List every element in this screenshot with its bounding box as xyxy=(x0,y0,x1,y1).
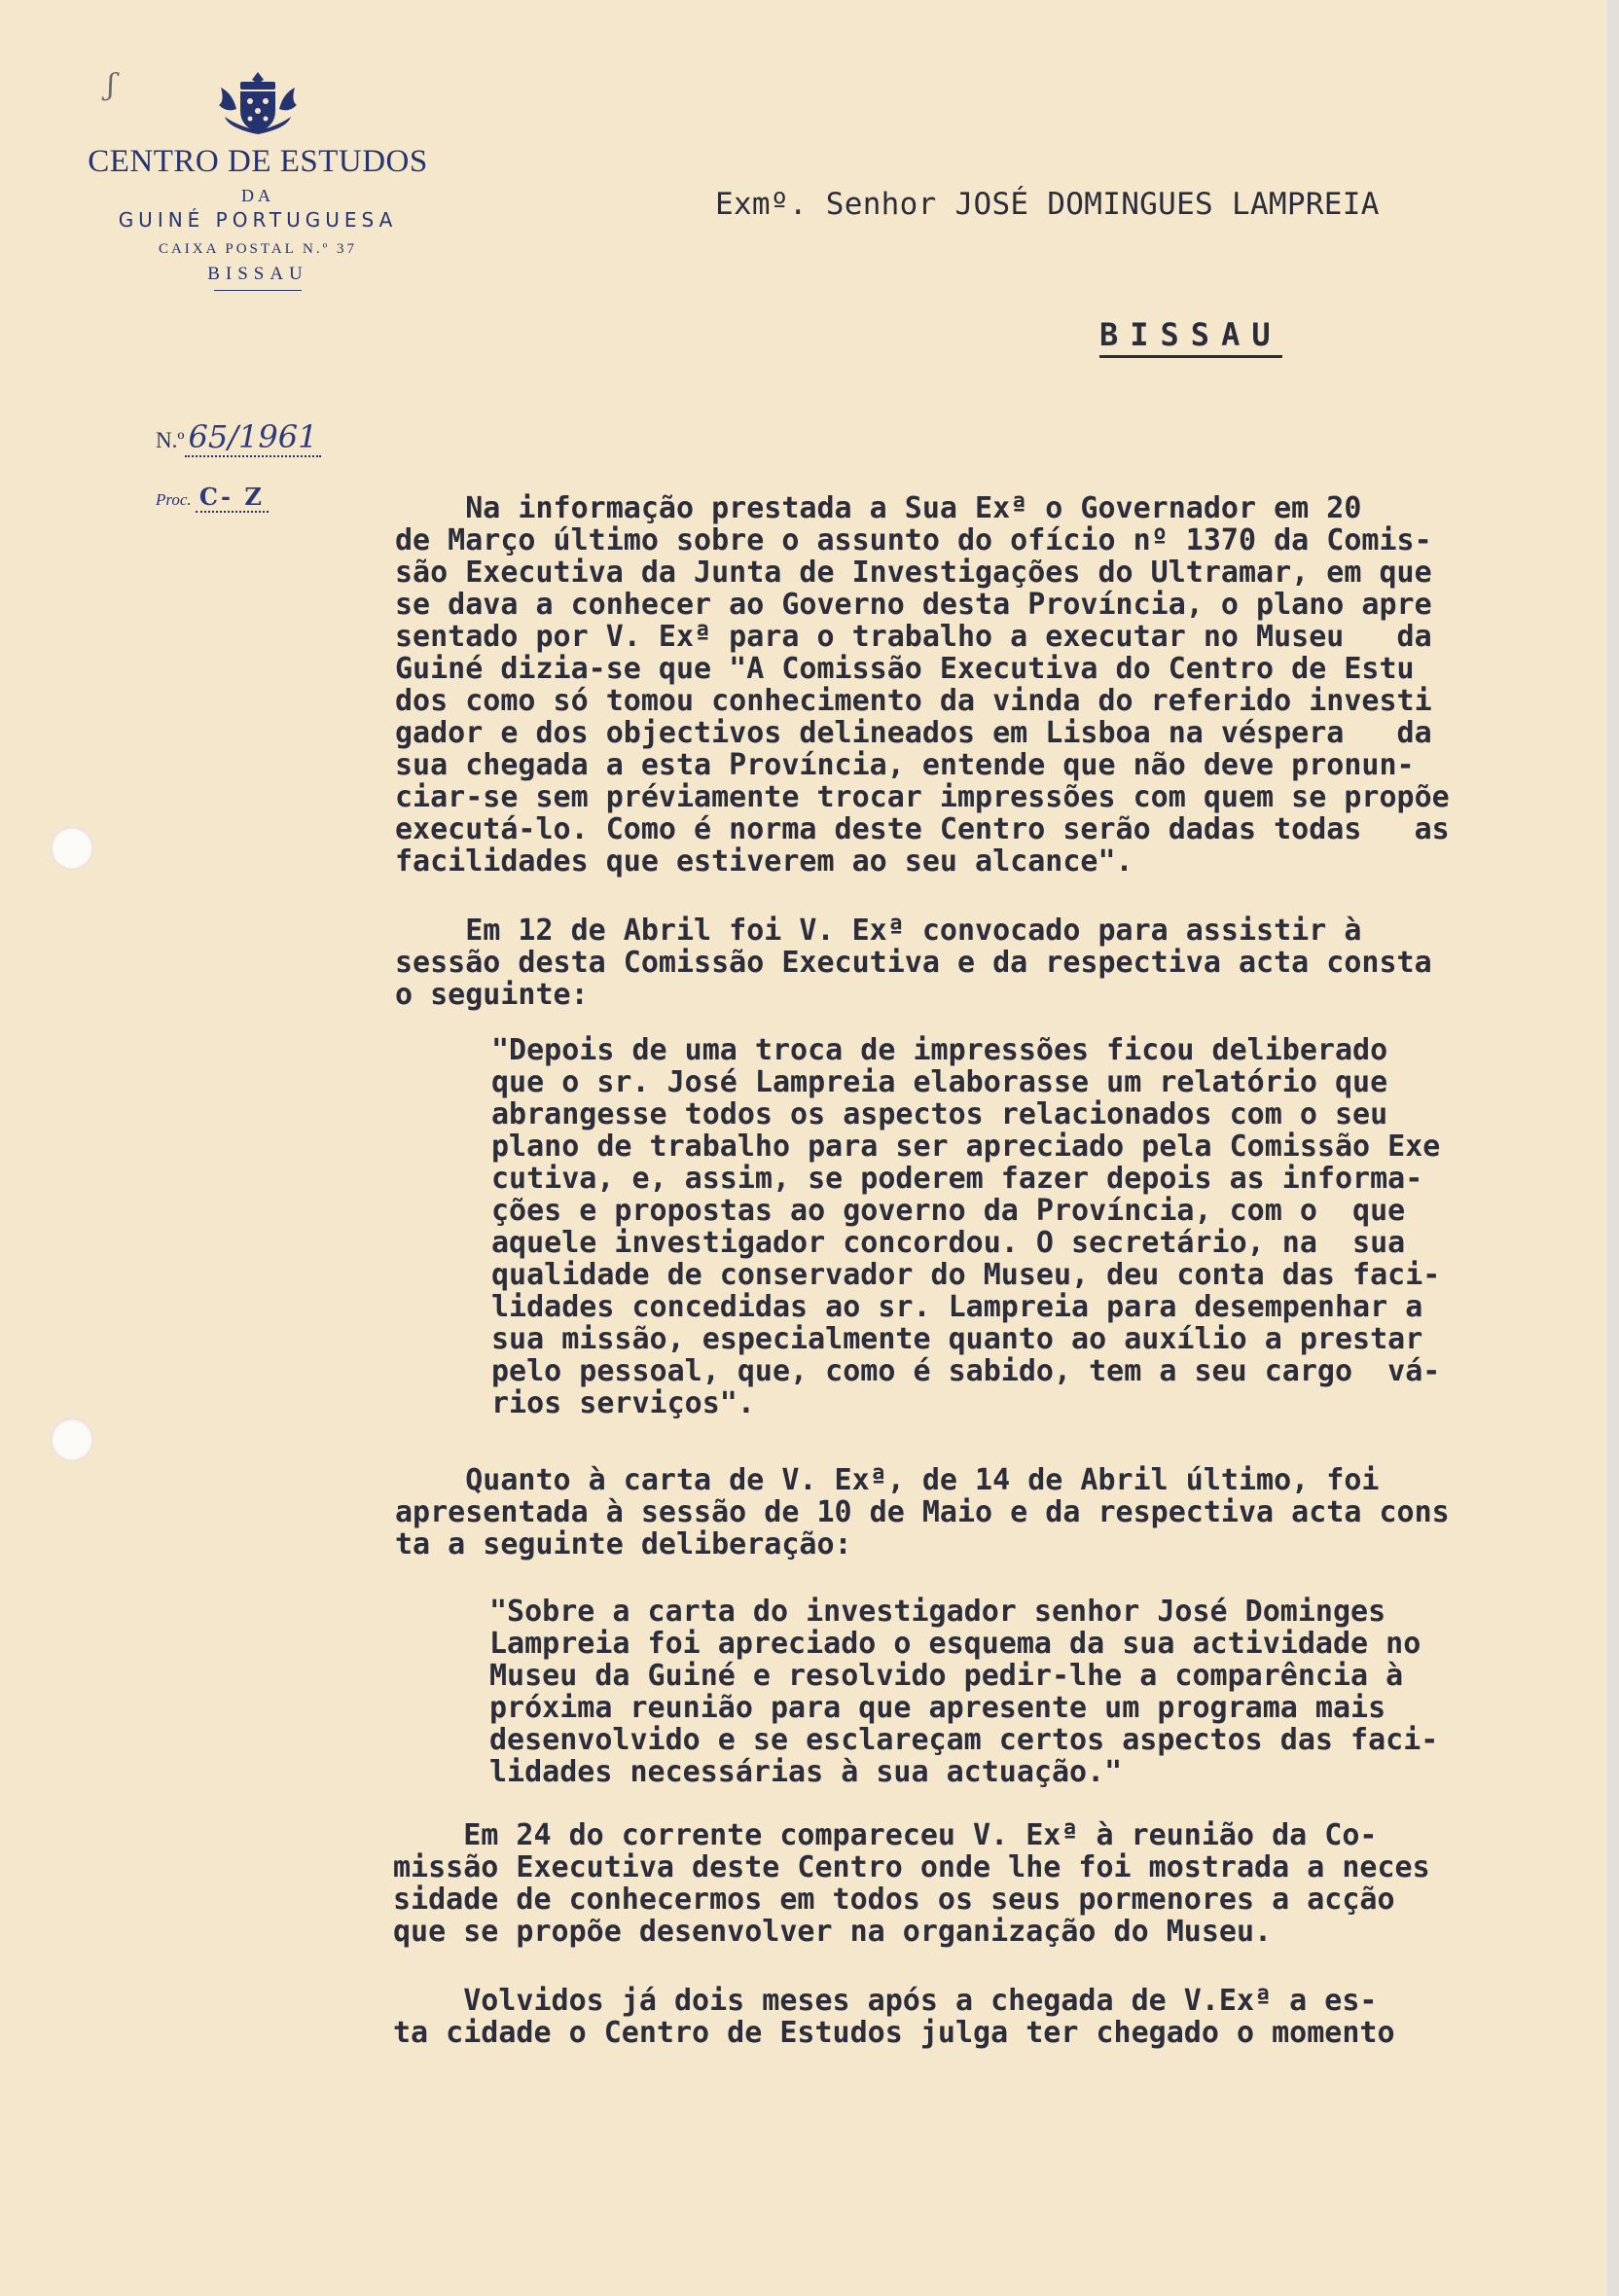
process-value: C- Z xyxy=(196,483,269,513)
institution-country: GUINÉ PORTUGUESA xyxy=(118,208,398,232)
paragraph-two-months: Volvidos já dois meses após a chegada de V.Exª a es- ta cidade o Centro de Estudos julga ter chegado o momento xyxy=(393,1984,1395,2050)
punch-hole xyxy=(51,1418,93,1461)
letterhead-city: BISSAU xyxy=(207,264,308,284)
coat-of-arms-icon xyxy=(211,68,305,138)
institution-da: DA xyxy=(241,186,274,205)
reference-number xyxy=(156,418,321,455)
page-edge xyxy=(1607,0,1619,2296)
postal-box: CAIXA POSTAL N.º 37 xyxy=(158,241,358,257)
institution-name: CENTRO DE ESTUDOS xyxy=(88,144,428,179)
paragraph-governor-information: Na informação prestada a Sua Exª o Governador em 20 de Março último sobre o assunto do ofício nº 1370 da Comis- são Executiva da Junta de Investigações do Ultramar, em que se dava a conhecer ao Governo desta Província, o plano apre sentado por V. Exª para o trabalho a executar no Museu da Guiné dizia-se que "A Comissão Executiva do Centro de Estu dos como só tomou conhecimento da vinda do referido investi gador e dos objectivos delineados em Lisboa na véspera da sua chegada a esta Província, entende que não deve pronun- ciar-se sem préviamente trocar impressões com quem se propõe executá-lo. Como é norma deste Centro serão dadas todas as facilidades que estiverem ao seu alcance". xyxy=(395,491,1450,879)
reference-number-value: 65/1961 xyxy=(185,418,322,457)
paragraph-letter-april: Quanto à carta de V. Exª, de 14 de Abril último, foi apresentada à sessão de 10 de Maio e da respectiva acta cons ta a seguinte deliberação: xyxy=(395,1463,1450,1561)
reference-number-label: N.º xyxy=(156,428,185,452)
addressee-city: BISSAU xyxy=(1099,316,1282,358)
letterhead-divider xyxy=(214,290,302,291)
paragraph-meeting-24: Em 24 do corrente compareceu V. Exª à reunião da Co- missão Executiva deste Centro onde lhe foi mostrada a neces sidade de conhecermos em todos os seus pormenores a acção que se propõe desenvolver na organização do Museu. xyxy=(393,1818,1430,1949)
letterhead xyxy=(88,68,428,291)
quote-may-deliberation: "Sobre a carta do investigador senhor José Dominges Lampreia foi apreciado o esquema da sua actividade no Museu da Guiné e resolvido pedir-lhe a comparência à próxima reunião para que apresente um programa mais desenvolvido e se esclareçam certos aspectos das faci- lidades necessárias à sua actuação." xyxy=(489,1595,1439,1789)
process-label: Proc. xyxy=(156,490,192,509)
paragraph-april-session: Em 12 de Abril foi V. Exª convocado para assistir à sessão desta Comissão Executiva e da respectiva acta consta o seguinte: xyxy=(395,914,1432,1012)
punch-hole xyxy=(51,827,93,870)
process-reference xyxy=(156,483,269,511)
quote-april-minutes: "Depois de uma troca de impressões ficou deliberado que o sr. José Lampreia elaborasse um relatório que abrangesse todos os aspectos relacionados com o seu plano de trabalho para ser apreciado pela Comissão Exe cutiva, e, assim, se poderem fazer depois as informa- ções e propostas ao governo da Província, com o que aquele investigador concordou. O secretário, na sua qualidade de conservador do Museu, deu conta das faci- lidades concedidas ao sr. Lampreia para desempenhar a sua missão, especialmente quanto ao auxílio a prestar pelo pessoal, que, como é sabido, tem a seu cargo vá- rios serviços". xyxy=(491,1033,1441,1420)
handwritten-margin-mark: ʃ xyxy=(107,68,116,102)
addressee: Exmº. Senhor JOSÉ DOMINGUES LAMPREIA xyxy=(715,187,1380,222)
